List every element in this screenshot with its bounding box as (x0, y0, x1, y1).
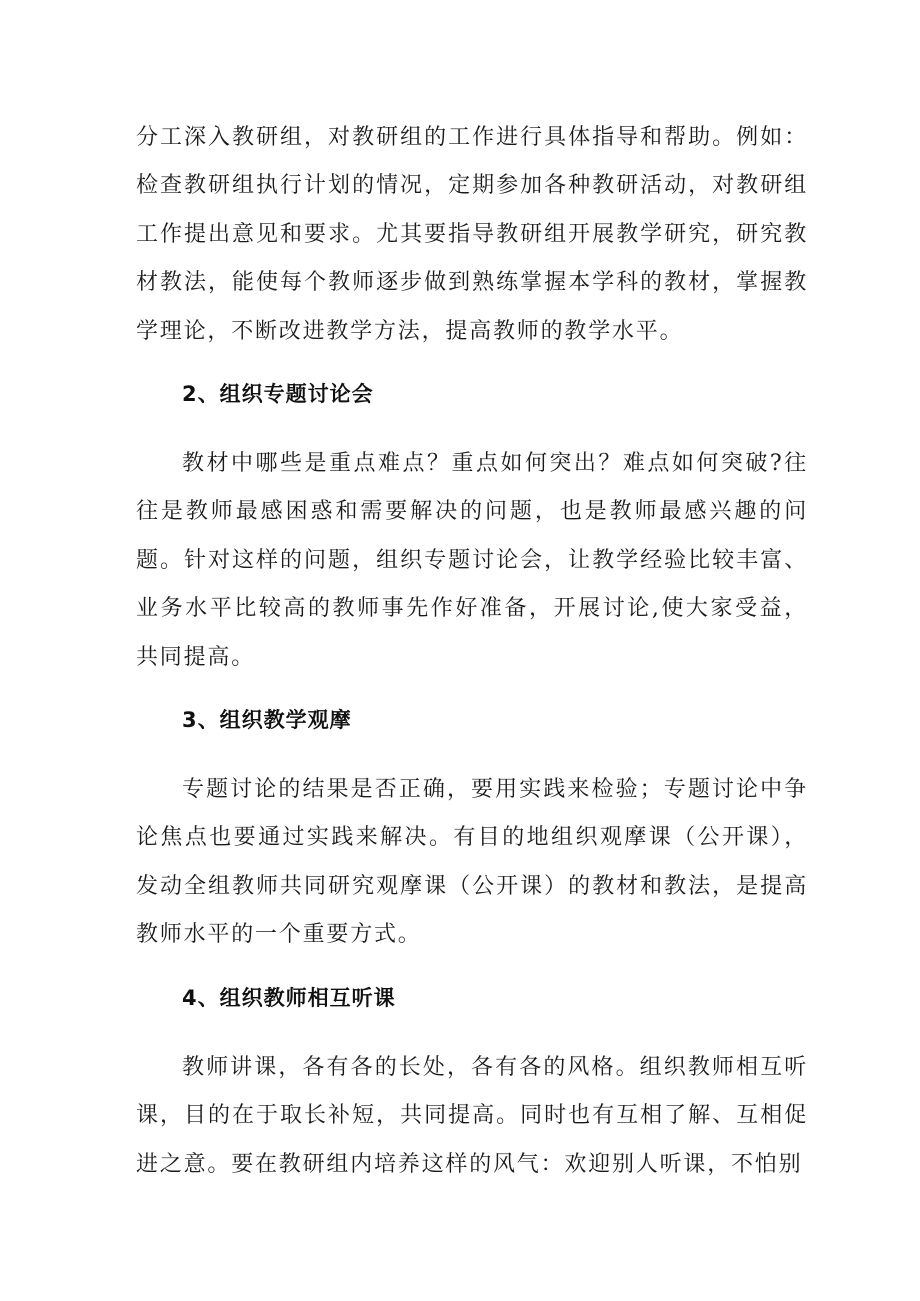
heading-peer-lesson-observation: 4、组织教师相互听课 (182, 985, 396, 1010)
heading-teaching-observation: 3、组织教学观摩 (182, 708, 352, 733)
heading-topic-discussion: 2、组织专题讨论会 (182, 382, 374, 407)
paragraph-teaching-observation: 专题讨论的结果是否正确，要用实践来检验；专题讨论中争论焦点也要通过实践来解决。有目的地组织观摩课（公开课），发动全组教师共同研究观摩课（公开课）的教材和教法，是提高教师水平的一个重要方式。 (136, 777, 808, 948)
paragraph-peer-lesson-observation: 教师讲课，各有各的长处，各有各的风格。组织教师相互听课，目的在于取长补短，共同提高。同时也有互相了解、互相促进之意。要在教研组内培养这样的风气：欢迎别人听课，不怕别 (136, 1054, 808, 1177)
paragraph-topic-discussion: 教材中哪些是重点难点？重点如何突出？难点如何突破?往往是教师最感困惑和需要解决的问题，也是教师最感兴趣的问题。针对这样的问题，组织专题讨论会，让教学经验比较丰富、业务水平比较高的教师事先作好准备，开展讨论,使大家受益，共同提高。 (136, 451, 808, 670)
paragraph-teaching-guidance: 分工深入教研组，对教研组的工作进行具体指导和帮助。例如：检查教研组执行计划的情况，定期参加各种教研活动，对教研组工作提出意见和要求。尤其要指导教研组开展教学研究，研究教材教法，能使每个教师逐步做到熟练掌握本学科的教材，掌握教学理论，不断改进教学方法，提高教师的教学水平。 (136, 125, 808, 344)
document-body (136, 114, 808, 1189)
